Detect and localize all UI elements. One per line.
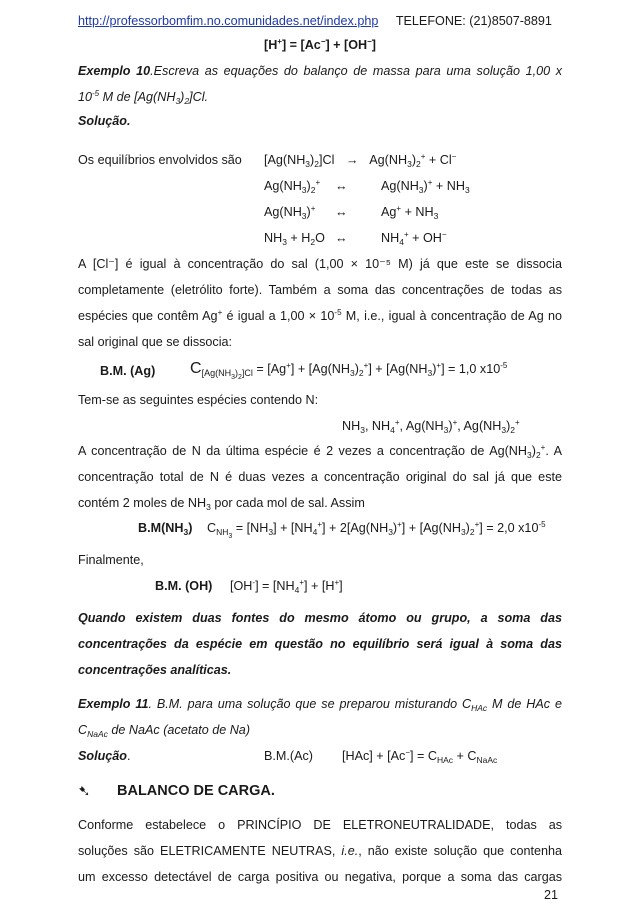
equilibrium-4: $NH_3 + H_2O$ <box>264 231 325 247</box>
rule-line-1: Quando existem duas fontes do mesmo átomo ou grupo, a soma das <box>78 611 562 625</box>
example-11-solution-label: Solução. <box>78 749 131 763</box>
mass-balance-nh3-equation: $C_{NH_3} = [NH_3] + [NH_4^+] + 2[Ag(NH_3)^+] + [Ag(NH_3)_2^+] = 2,0$ $x10^{-5}$ <box>207 520 546 540</box>
example-11-line-2: $C_{NaAc}$ de NaAc (acetato de Na) <box>78 723 251 739</box>
equilibrium-2-arrow: ↔ <box>335 179 348 193</box>
equilibrium-3: $Ag(NH_3)^+$ <box>264 204 316 221</box>
paragraph-3-line-1: Conforme estabelece o PRINCÍPIO DE ELETRONEUTRALIDADE, todas as <box>78 818 562 832</box>
paragraph-1-line-3: espécies que contêm Ag+ é igual a $1,00 \times 10^{-5}$ M, i.e., igual à concentração de Ag no <box>78 308 562 323</box>
equilibrium-2: $Ag(NH_3)_2^+$ <box>264 178 321 195</box>
paragraph-1-line-4: sal original que se dissocia: <box>78 335 233 349</box>
paragraph-2-line-2: concentração total de N é duas vezes a concentração original do sal já que este <box>78 470 562 484</box>
paragraph-3-line-3: um excesso detectável de carga positiva ou negativa, porque a soma das cargas <box>78 870 562 884</box>
paragraph-1-line-1: A [Cl⁻] é igual à concentração do sal (1,00 × 10⁻⁵ M) já que este se dissocia <box>78 257 562 271</box>
equilibrium-1: $[Ag(NH_3)_2]Cl \to Ag(NH_3)_2^+ + Cl^-$ <box>264 152 457 169</box>
final-intro: Finalmente, <box>78 553 144 567</box>
mass-balance-ag-equation: $C_{[Ag(NH_3)_2]Cl} = [Ag^+] + [Ag(NH_3)_2^+] + [Ag(NH_3)^+] = 1,0$ $x10^{-5}$ <box>190 360 508 381</box>
equilibrium-4-right: $NH_4^+ + OH^-$ <box>381 230 447 247</box>
example-10-solution-label: Solução. <box>78 114 131 128</box>
species-list: $NH_3$, $NH_4^+$, $Ag(NH_3)^+$, $Ag(NH_3)_2^+$ <box>342 418 520 435</box>
paragraph-2-line-3: contém 2 moles de $NH_3$ por cada mol de sal. Assim <box>78 496 365 512</box>
mass-balance-ag-label: B.M. (Ag) <box>100 364 156 378</box>
paragraph-3-line-2: soluções são ELETRICAMENTE NEUTRAS, i.e., não existe solução que contenha <box>78 844 562 858</box>
mass-balance-oh-label: B.M. (OH) <box>155 579 213 593</box>
equilibrium-3-right: $Ag^+ + NH_3$ <box>381 204 439 221</box>
section-arrow-icon: ➷ <box>78 783 91 800</box>
header-url-link[interactable]: http://professorbomfim.no.comunidades.net/index.php <box>78 14 379 28</box>
equilibrium-3-arrow: ↔ <box>335 205 348 219</box>
equilibrium-4-arrow: ↔ <box>335 231 348 245</box>
mass-balance-ac-label: B.M.(Ac) <box>264 749 313 763</box>
rule-line-3: concentrações analíticas. <box>78 663 232 677</box>
equilibria-intro: Os equilíbrios envolvidos são <box>78 153 242 167</box>
paragraph-1-line-2: completamente (eletrólito forte). Também a soma das concentrações de todas as <box>78 283 562 297</box>
example-11-line-1: Exemplo 11. B.M. para uma solução que se preparou misturando $C_{HAc}$ M de HAc e <box>78 697 562 713</box>
equilibrium-2-right: $Ag(NH_3)^+ + NH_3$ <box>381 178 470 195</box>
paragraph-2-line-1: A concentração de N da última espécie é 2 vezes a concentração de $Ag(NH_3)_2^+$. A <box>78 443 563 460</box>
example-10-line-2: $10^{-5}$ M de $[Ag(NH_3)_2]Cl$. <box>78 89 208 106</box>
species-intro: Tem-se as seguintes espécies contendo N: <box>78 393 319 407</box>
mass-balance-ac-equation: $[HAc] + [Ac^-] = C_{HAc} + C_{NaAc}$ <box>342 748 498 765</box>
page-number: 21 <box>544 888 559 902</box>
mass-balance-nh3-label: $B.M(NH_3)$ <box>138 521 193 537</box>
top-equation: [H+] = [Ac−] + [OH−] <box>264 37 376 52</box>
mass-balance-oh-equation: $[OH^-] = [NH_4^+] + [H^+]$ <box>230 578 343 595</box>
header-phone: TELEFONE: (21)8507-8891 <box>395 14 552 28</box>
rule-line-2: concentrações da espécie em questão no equilíbrio será igual à soma das <box>78 637 562 651</box>
section-title: BALANCO DE CARGA. <box>117 783 275 799</box>
example-10-line-1: Exemplo 10.Escreva as equações do balanço de massa para uma solução 1,00 x <box>78 64 563 78</box>
